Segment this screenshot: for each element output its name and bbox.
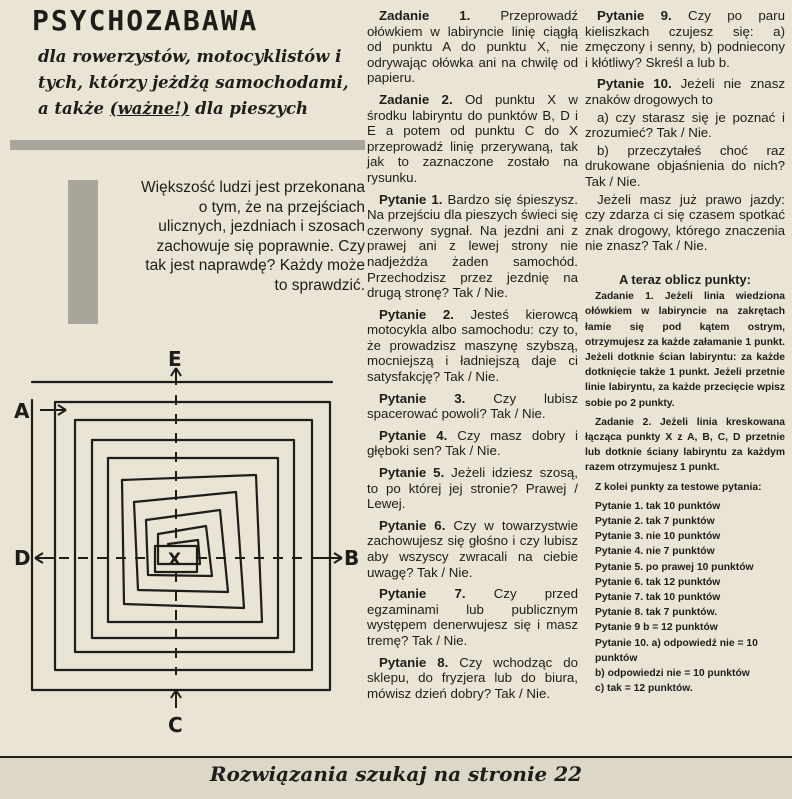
task-2-text: Od punktu X w środku labiryntu do punktów B, D i E a potem od punktu C do X przeprowadź linię przerywaną, tak jak to zaznaczone zostało na rysunku. xyxy=(367,91,578,185)
question-10-text: Jeżeli nie znasz znaków drogowych to xyxy=(585,76,785,107)
question-9-label: Pytanie 9. xyxy=(597,8,672,23)
maze-wall-ring-4 xyxy=(92,440,278,638)
scoring-section xyxy=(585,272,785,696)
decorative-bar-top xyxy=(10,140,365,150)
question-5-label: Pytanie 5. xyxy=(379,465,445,481)
maze-label-a: A xyxy=(14,399,30,423)
score-item: Pytanie 7. tak 10 punktów xyxy=(595,592,721,604)
question-9-text: Czy po paru kieliszkach czujesz się: a) zmęczony i senny, b) podniecony i kłótliwy? Skreśl a lub b. xyxy=(585,8,785,70)
score-item: Pytanie 8. tak 7 punktów. xyxy=(595,607,718,619)
question-3-text: Czy lubisz spacerować powoli? Tak / Nie. xyxy=(367,390,578,422)
score-item: b) odpowiedzi nie = 10 punktów xyxy=(595,668,750,680)
question-3-label: Pytanie 3. xyxy=(379,390,466,406)
question-7-label: Pytanie 7. xyxy=(379,586,466,602)
question-4 xyxy=(367,428,578,459)
scoring-task-2-text: Jeżeli linia kreskowana łącząca punkty X z A, B, C, D przetnie lub dotknie ściany labiryntu za każdym razem otrzymujesz 1 punkt. xyxy=(585,416,785,474)
labyrinth-figure xyxy=(0,340,365,740)
question-2-label: Pytanie 2. xyxy=(379,306,454,322)
score-item: Pytanie 4. nie 7 punktów xyxy=(595,546,715,558)
score-list xyxy=(585,499,785,697)
score-item: Pytanie 6. tak 12 punktów xyxy=(595,576,721,588)
question-10 xyxy=(585,76,785,107)
score-item: Pytanie 10. a) odpowiedź nie = 10 punktów xyxy=(595,637,758,664)
scoring-heading: A teraz oblicz punkty: xyxy=(619,272,751,287)
column-tasks-questions xyxy=(367,8,578,707)
question-4-text: Czy masz dobry i głęboki sen? Tak / Nie. xyxy=(367,427,579,459)
page-title: PSYCHOZABAWA xyxy=(32,4,259,37)
question-10-part-b: b) przeczytałeś choć raz drukowane objaśnienia do nich? Tak / Nie. xyxy=(585,142,785,189)
maze-label-e: E xyxy=(168,347,182,371)
question-1-text: Bardzo się śpieszysz. Na przejściu dla pieszych świeci się czerwony sygnał. Na jezdni ani z prawej ani z lewej strony nie nadjeżdża żaden samochód. Przechodzisz przez jezdnię na drugą stronę? Tak / Nie. xyxy=(367,191,578,301)
maze-label-c: C xyxy=(168,713,183,737)
question-4-label: Pytanie 4. xyxy=(379,427,448,443)
column-questions-continued xyxy=(585,8,785,260)
score-item: Pytanie 9 b = 12 punktów xyxy=(595,622,718,634)
question-6-label: Pytanie 6. xyxy=(379,517,446,533)
subtitle-emphasis: (ważne!) xyxy=(109,99,190,118)
question-10-label: Pytanie 10. xyxy=(597,76,672,92)
score-item: Pytanie 3. nie 10 punktów xyxy=(595,531,721,543)
question-6 xyxy=(367,518,578,580)
footer-note: Rozwiązania szukaj na stronie 22 xyxy=(209,762,583,786)
question-3 xyxy=(367,391,578,422)
score-item: c) tak = 12 punktów. xyxy=(595,683,693,695)
score-item: Pytanie 5. po prawej 10 punktów xyxy=(595,561,754,573)
task-1-label: Zadanie 1. xyxy=(379,8,471,23)
question-1 xyxy=(367,192,578,301)
question-5-text: Jeżeli idziesz szosą, to po której jej stronie? Prawej / Lewej. xyxy=(367,465,578,512)
score-item: Pytanie 2. tak 7 punktów xyxy=(595,516,715,528)
question-8-label: Pytanie 8. xyxy=(379,654,449,670)
question-9 xyxy=(585,8,785,70)
maze-label-d: D xyxy=(14,546,31,570)
scoring-task-2-label: Zadanie 2. xyxy=(595,416,652,428)
question-2-text: Jesteś kierowcą motocykla albo samochodu: czy to, że prowadzisz maszynę szybszą, mocniejszą i ładniejszą daje ci satysfakcję? Tak / Nie. xyxy=(367,306,578,385)
subtitle xyxy=(38,44,356,122)
task-1 xyxy=(367,8,578,86)
score-item: Pytanie 1. tak 10 punktów xyxy=(595,500,721,512)
question-6-text: Czy w towarzystwie zachowujesz się głośno i czy lubisz aby wszyscy zwracali na ciebie uwagę? Tak / Nie. xyxy=(367,517,578,580)
maze-label-b: B xyxy=(344,546,360,570)
question-2 xyxy=(367,307,578,385)
maze-wall-ring-2 xyxy=(55,402,312,670)
intro-paragraph: Większość ludzi jest przekonana o tym, że na przejściach ulicznych, jezdniach i szosach zachowuje się poprawnie. Czy tak jest naprawdę? Każdy może to sprawdzić. xyxy=(141,179,365,294)
subtitle-text-end: dla pieszych xyxy=(189,99,308,118)
scoring-task-1-text: Jeżeli linia wiedziona ołówkiem w labiryncie na zakrętach łamie się pod kątem ostrym, otrzymujesz za każde załamanie 1 punkt. Jeżeli dotknie ścian labiryntu: za każde dotknięcie także 1 punkt. Jeżeli przetnie linie labiryntu, za każde przecięcie wpisz sobie po 2 punkty. xyxy=(585,291,785,409)
question-7 xyxy=(367,586,578,648)
maze-wall-ring-6 xyxy=(122,480,244,608)
question-8-text: Czy wchodząc do sklepu, do fryzjera lub do biura, mówisz dzień dobry? Tak / Nie. xyxy=(367,654,578,701)
question-5 xyxy=(367,465,578,512)
decorative-bar-left xyxy=(68,180,98,324)
maze-label-x: X xyxy=(168,550,182,570)
question-1-label: Pytanie 1. xyxy=(379,191,443,207)
task-2-label: Zadanie 2. xyxy=(379,91,453,107)
scoring-task-1-label: Zadanie 1. xyxy=(595,291,654,303)
question-10-part-c: Jeżeli masz już prawo jazdy: czy zdarza ci się czasem spotkać znak drogowy, którego znaczenia nie znasz? Tak / Nie. xyxy=(585,191,785,254)
question-7-text: Czy przed egzaminami lub publicznym występem denerwujesz się i masz tremę? Tak / Nie. xyxy=(367,586,578,648)
scoring-task-1 xyxy=(585,289,785,411)
question-8 xyxy=(367,655,578,702)
task-1-text: Przeprowadź ołówkiem w labiryncie linię ciągłą od punktu A do punktu X, nie odrywając ołówka ani na chwilę od papieru. xyxy=(367,8,578,86)
scoring-task-2 xyxy=(585,415,785,476)
task-2 xyxy=(367,92,578,186)
subtitle-text: dla rowerzystów, motocyklistów i tych, którzy jeżdżą samochodami, a także xyxy=(38,47,349,118)
scoring-intro: Z kolei punkty za testowe pytania: xyxy=(595,481,762,493)
question-10-part-a: a) czy starasz się je poznać i zrozumieć? Tak / Nie. xyxy=(585,109,785,141)
